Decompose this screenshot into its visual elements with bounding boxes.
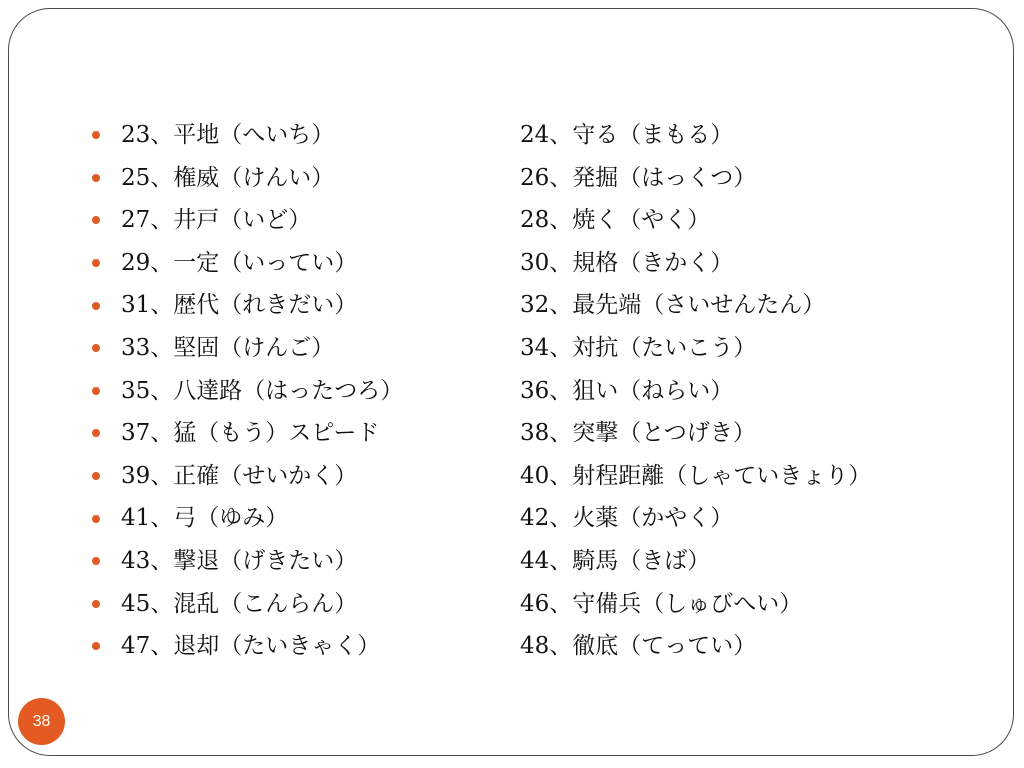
vocab-left: 45、混乱（こんらん） — [121, 590, 358, 617]
vocab-left: 31、歴代（れきだい） — [121, 292, 358, 319]
vocab-left: 25、権威（けんい） — [121, 164, 335, 191]
vocab-left: 27、井戸（いど） — [121, 207, 312, 234]
vocab-right: 40、射程距離（しゃていきょり） — [520, 462, 872, 489]
list-item — [92, 370, 972, 413]
vocab-left: 35、八達路（はったつろ） — [121, 377, 404, 404]
list-item — [92, 625, 972, 668]
vocabulary-list — [92, 114, 972, 668]
bullet-icon — [92, 557, 100, 565]
vocab-right: 38、突撃（とつげき） — [520, 420, 756, 447]
bullet-icon — [92, 174, 100, 182]
vocab-left: 37、猛（もう）スピード — [121, 420, 380, 447]
bullet-icon — [92, 302, 100, 310]
list-item — [92, 583, 972, 626]
bullet-icon — [92, 642, 100, 650]
vocab-right: 36、狙い（ねらい） — [520, 377, 734, 404]
list-item — [92, 199, 972, 242]
vocab-left: 33、堅固（けんご） — [121, 334, 335, 361]
vocab-right: 26、発掘（はっくつ） — [520, 164, 757, 191]
vocab-left: 29、一定（いってい） — [121, 249, 358, 276]
bullet-icon — [92, 259, 100, 267]
vocab-right: 24、守る（まもる） — [520, 122, 734, 148]
bullet-icon — [92, 344, 100, 352]
bullet-icon — [92, 131, 100, 139]
list-item — [92, 412, 972, 455]
page-number: 38 — [32, 712, 51, 730]
vocab-right: 48、徹底（てってい） — [520, 633, 757, 660]
bullet-icon — [92, 600, 100, 608]
vocab-right: 46、守備兵（しゅびへい） — [520, 590, 803, 617]
vocab-right: 42、火薬（かやく） — [520, 505, 734, 532]
vocab-right: 28、焼く（やく） — [520, 207, 711, 234]
list-item — [92, 455, 972, 498]
list-item — [92, 327, 972, 370]
vocab-left: 47、退却（たいきゃく） — [121, 633, 381, 660]
vocab-left: 39、正確（せいかく） — [121, 462, 358, 489]
list-item — [92, 157, 972, 200]
bullet-icon — [92, 429, 100, 437]
bullet-icon — [92, 472, 100, 480]
vocab-right: 34、対抗（たいこう） — [520, 334, 757, 361]
vocab-right: 44、騎馬（きば） — [520, 547, 711, 574]
vocab-left: 43、撃退（げきたい） — [121, 547, 358, 574]
bullet-icon — [92, 216, 100, 224]
vocab-right: 30、規格（きかく） — [520, 249, 734, 276]
vocab-right: 32、最先端（さいせんたん） — [520, 292, 826, 319]
list-item — [92, 497, 972, 540]
list-item — [92, 284, 972, 327]
bullet-icon — [92, 515, 100, 523]
bullet-icon — [92, 387, 100, 395]
list-item — [92, 114, 972, 157]
page-number-badge — [18, 698, 65, 745]
vocab-left: 23、平地（へいち） — [121, 122, 335, 148]
list-item — [92, 540, 972, 583]
list-item — [92, 242, 972, 285]
vocab-left: 41、弓（ゆみ） — [121, 505, 289, 532]
